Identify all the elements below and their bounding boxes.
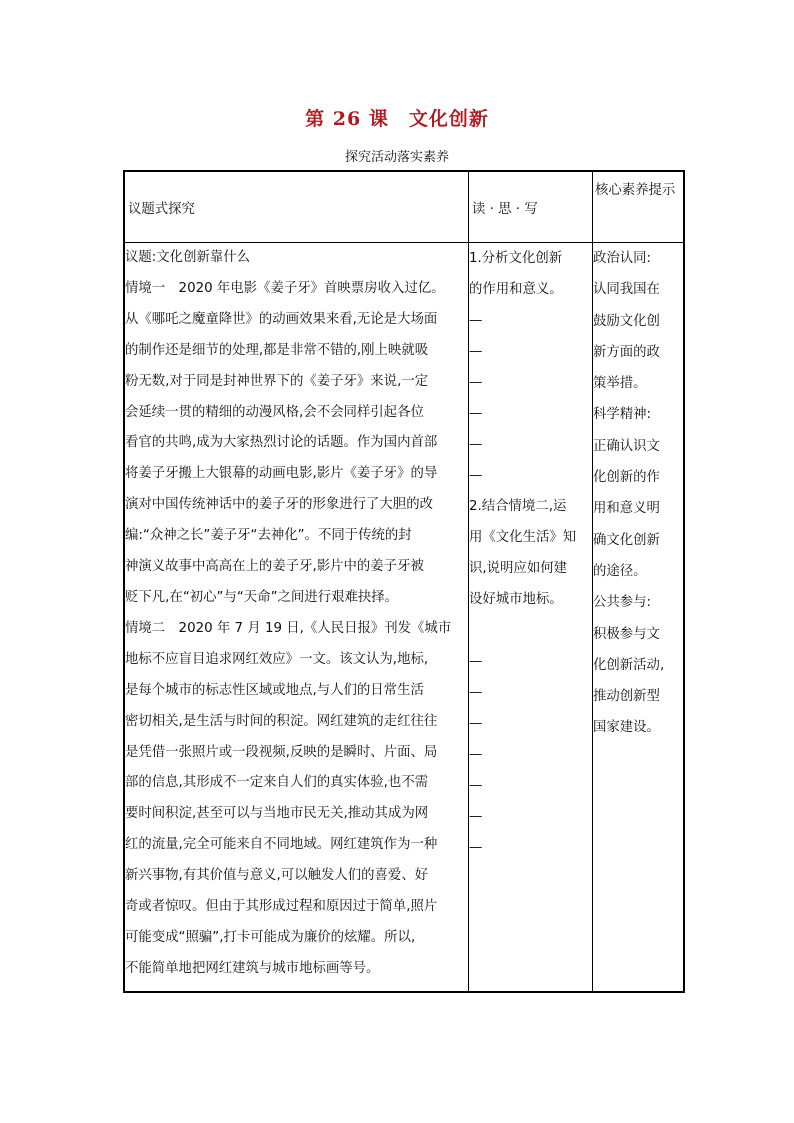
read-line: 识,说明应如何建 <box>469 561 567 576</box>
table-body-row <box>124 243 684 993</box>
answer-line: — <box>469 654 483 669</box>
spacer-line <box>469 615 592 646</box>
read-line: 1.分析文化创新 <box>469 251 563 266</box>
topic-line: 粉无数,对于同是封神世界下的《姜子牙》来说,一定 <box>125 373 429 389</box>
answer-line: — <box>469 778 483 793</box>
answer-line: — <box>469 716 483 731</box>
topic-line: 的制作还是细节的处理,都是非常不错的,刚上映就吸 <box>125 342 429 358</box>
core-line: 推动创新型 <box>593 689 660 705</box>
topic-line: 是每个城市的标志性区域或地点,与人们的日常生活 <box>125 682 424 698</box>
core-line: 确文化创新 <box>593 532 660 548</box>
table-header-row <box>124 171 684 243</box>
answer-line: — <box>469 747 483 762</box>
core-line: 新方面的政 <box>593 344 660 360</box>
answer-line: — <box>469 468 483 483</box>
answer-line: — <box>469 313 483 328</box>
core-line: 鼓励文化创 <box>593 313 660 329</box>
topic-line: 新兴事物,有其价值与意义,可以触发人们的喜爱、好 <box>125 868 429 884</box>
topic-line: 贬下凡,在“初心”与“天命”之间进行艰难抉择。 <box>125 589 399 605</box>
topic-line: 神演义故事中高高在上的姜子牙,影片中的姜子牙被 <box>125 559 424 575</box>
read-line: 的作用和意义。 <box>469 282 563 297</box>
topic-line: 编:“众神之长”姜子牙“去神化”。不同于传统的封 <box>125 528 412 544</box>
topic-line: 将姜子牙搬上大银幕的动画电影,影片《姜子牙》的导 <box>125 466 438 482</box>
answer-line: — <box>469 840 483 855</box>
core-line: 科学精神: <box>593 407 652 423</box>
header-core: 核心素养提示 <box>593 171 685 243</box>
answer-line: — <box>469 344 483 359</box>
core-line: 认同我国在 <box>593 282 660 298</box>
topic-line: 不能简单地把网红建筑与城市地标画等号。 <box>125 960 380 976</box>
header-topic: 议题式探究 <box>124 171 469 243</box>
core-line: 公共参与: <box>593 595 652 611</box>
topic-line: 奇或者惊叹。但由于其形成过程和原因过于简单,照片 <box>125 899 438 915</box>
topic-line: 演对中国传统神话中的姜子牙的形象进行了大胆的改 <box>125 497 433 513</box>
topic-line: 密切相关,是生活与时间的积淀。网红建筑的走红往往 <box>125 713 438 729</box>
topic-line: 情境二 2020 年 7 月 19 日,《人民日报》刊发《城市 <box>125 620 452 636</box>
answer-line: — <box>469 375 483 390</box>
core-literacy-cell <box>593 243 685 993</box>
inquiry-table <box>123 170 685 993</box>
core-line: 正确认识文 <box>593 438 660 454</box>
read-think-write-cell <box>469 243 593 993</box>
header-read: 读 · 思 · 写 <box>469 171 593 243</box>
core-line: 化创新活动, <box>593 657 665 673</box>
answer-line: — <box>469 809 483 824</box>
core-line: 用和意义明 <box>593 501 660 517</box>
answer-line: — <box>469 437 483 452</box>
topic-line: 部的信息,其形成不一定来自人们的真实体验,也不需 <box>125 775 429 791</box>
topic-line: 看官的共鸣,成为大家热烈讨论的话题。作为国内首部 <box>125 435 438 451</box>
answer-line: — <box>469 406 483 421</box>
core-line: 的途径。 <box>593 563 647 579</box>
topic-line: 议题:文化创新靠什么 <box>125 250 251 265</box>
read-line: 用《文化生活》知 <box>469 530 577 545</box>
topic-line: 是凭借一张照片或一段视频,反映的是瞬时、片面、局 <box>125 744 438 760</box>
section-subtitle: 探究活动落实素养 <box>344 150 449 165</box>
read-line: 设好城市地标。 <box>469 592 563 607</box>
topic-line: 要时间积淀,甚至可以与当地市民无关,推动其成为网 <box>125 806 429 822</box>
core-line: 政治认同: <box>593 251 652 266</box>
topic-line: 地标不应盲目追求网红效应》一文。该文认为,地标, <box>125 651 429 667</box>
topic-cell <box>124 243 469 993</box>
core-line: 积极参与文 <box>593 626 660 642</box>
topic-line: 情境一 2020 年电影《姜子牙》首映票房收入过亿。 <box>125 280 445 296</box>
core-line: 国家建设。 <box>593 720 660 736</box>
topic-line: 从《哪吒之魔童降世》的动画效果来看,无论是大场面 <box>125 311 438 327</box>
topic-line: 可能变成“照骗”,打卡可能成为廉价的炫耀。所以, <box>125 929 416 945</box>
page-title: 第 26 课 文化创新 <box>305 108 489 130</box>
core-line: 化创新的作 <box>593 470 660 486</box>
core-line: 策举措。 <box>593 376 647 392</box>
answer-line: — <box>469 685 483 700</box>
topic-line: 红的流量,完全可能来自不同地域。网红建筑作为一种 <box>125 837 438 853</box>
topic-line: 会延续一贯的精细的动漫风格,会不会同样引起各位 <box>125 404 424 420</box>
read-line: 2.结合情境二,运 <box>469 499 567 514</box>
